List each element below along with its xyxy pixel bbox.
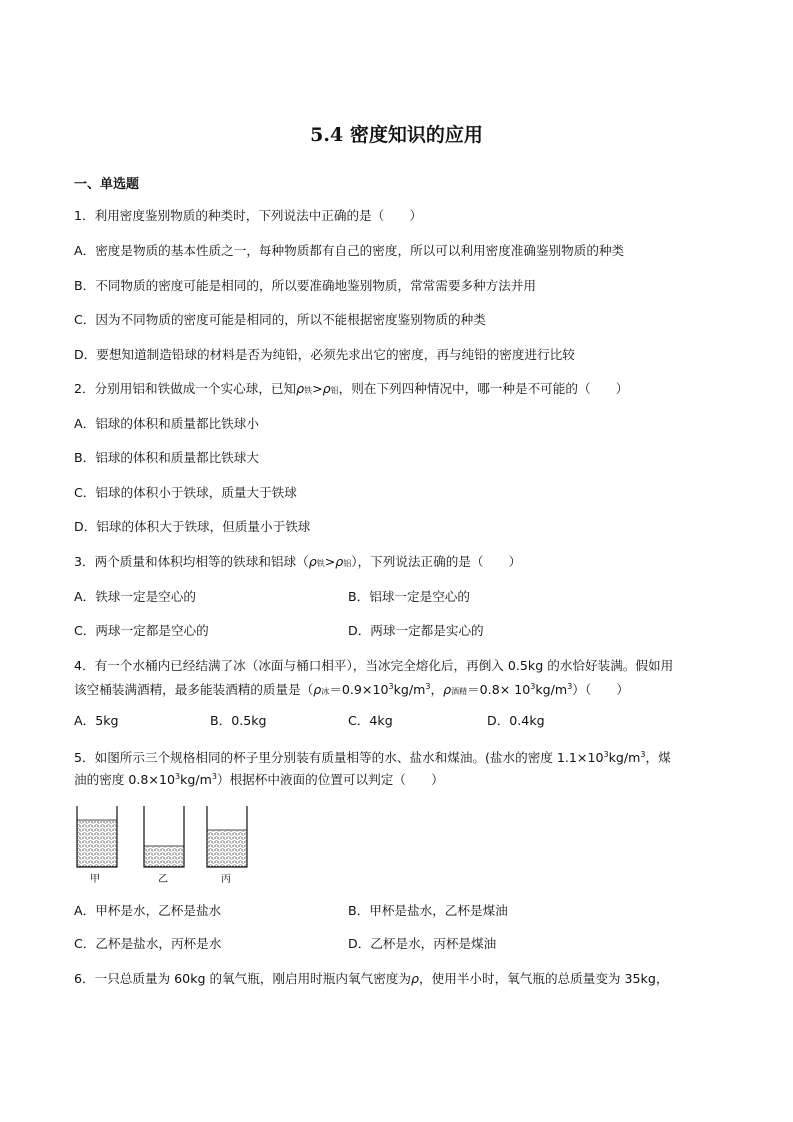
question-2-stem: 2．分别用铝和铁做成一个实心球，已知ρ铁>ρ铝，则在下列四种情况中，哪一种是不可能的（ ） bbox=[74, 381, 629, 396]
question-3-option-d[interactable]: D．两球一定都是实心的 bbox=[348, 623, 484, 638]
question-5-option-c[interactable]: C．乙杯是盐水，丙杯是水 bbox=[74, 936, 222, 951]
question-1-option-a[interactable]: A．密度是物质的基本性质之一，每种物质都有自己的密度，所以可以利用密度准确鉴别物质的种类 bbox=[74, 243, 625, 258]
question-5-option-a[interactable]: A．甲杯是水，乙杯是盐水 bbox=[74, 903, 222, 918]
question-4-option-b[interactable]: B．0.5kg bbox=[210, 713, 267, 728]
question-2-option-d[interactable]: D．铝球的体积大于铁球，但质量小于铁球 bbox=[74, 519, 311, 534]
question-1-option-b[interactable]: B．不同物质的密度可能是相同的，所以要准确地鉴别物质，常常需要多种方法并用 bbox=[74, 278, 537, 293]
question-6-stem: 6．一只总质量为 60kg 的氧气瓶，刚启用时瓶内氧气密度为ρ，使用半小时，氧气瓶的总质量变为 35kg， bbox=[74, 971, 669, 986]
question-2-option-b[interactable]: B．铝球的体积和质量都比铁球大 bbox=[74, 450, 259, 465]
question-2-option-a[interactable]: A．铝球的体积和质量都比铁球小 bbox=[74, 416, 259, 431]
question-5-stem-line1: 5．如图所示三个规格相同的杯子里分别装有质量相等的水、盐水和煤油。(盐水的密度 $1.1\times 10^3kg/m^3$，煤 bbox=[74, 750, 671, 766]
question-1-option-d[interactable]: D．要想知道制造铅球的材料是否为纯铅，必须先求出它的密度，再与纯铅的密度进行比较 bbox=[74, 347, 575, 362]
cup-label-jia: 甲 bbox=[90, 874, 100, 885]
cup-label-bing: 丙 bbox=[221, 874, 231, 885]
cup-yi bbox=[144, 806, 184, 867]
question-3-option-a[interactable]: A．铁球一定是空心的 bbox=[74, 589, 196, 604]
question-3-stem: 3．两个质量和体积均相等的铁球和铝球（ρ铁>ρ铝），下列说法正确的是（ ） bbox=[74, 554, 522, 569]
section-heading: 一、单选题 bbox=[74, 177, 140, 192]
question-5-option-b[interactable]: B．甲杯是盐水，乙杯是煤油 bbox=[348, 903, 508, 918]
question-2-option-c[interactable]: C．铝球的体积小于铁球，质量大于铁球 bbox=[74, 485, 297, 500]
question-3-option-c[interactable]: C．两球一定都是空心的 bbox=[74, 623, 209, 638]
question-1-stem: 1．利用密度鉴别物质的种类时，下列说法中正确的是（ ） bbox=[74, 208, 423, 223]
question-5-stem-line2: 油的密度 $0.8\times 10^3kg/m^3$）根据杯中液面的位置可以判定（ ） bbox=[74, 772, 444, 788]
question-5-option-d[interactable]: D．乙杯是水，丙杯是煤油 bbox=[348, 936, 497, 951]
cup-bing bbox=[207, 806, 247, 867]
cup-jia bbox=[77, 806, 117, 867]
page-title: 5.4 密度知识的应用 bbox=[310, 124, 483, 146]
question-4-option-c[interactable]: C．4kg bbox=[348, 713, 393, 728]
three-cups-figure bbox=[70, 800, 260, 890]
question-4-option-a[interactable]: A．5kg bbox=[74, 713, 119, 728]
cup-label-yi: 乙 bbox=[158, 874, 168, 885]
question-4-option-d[interactable]: D．0.4kg bbox=[487, 713, 545, 728]
question-4-stem-line2: 该空桶装满酒精，最多能装酒精的质量是（ρ冰$=0.9\times 10^3kg/m^3$，ρ酒精$=0.8\times 10^3kg/m^3$）（ ） bbox=[74, 682, 629, 698]
question-3-option-b[interactable]: B．铝球一定是空心的 bbox=[348, 589, 470, 604]
question-4-stem-line1: 4．有一个水桶内已经结满了冰（冰面与桶口相平），当冰完全熔化后，再倒入 0.5kg 的水恰好装满。假如用 bbox=[74, 658, 674, 673]
question-1-option-c[interactable]: C．因为不同物质的密度可能是相同的，所以不能根据密度鉴别物质的种类 bbox=[74, 312, 486, 327]
